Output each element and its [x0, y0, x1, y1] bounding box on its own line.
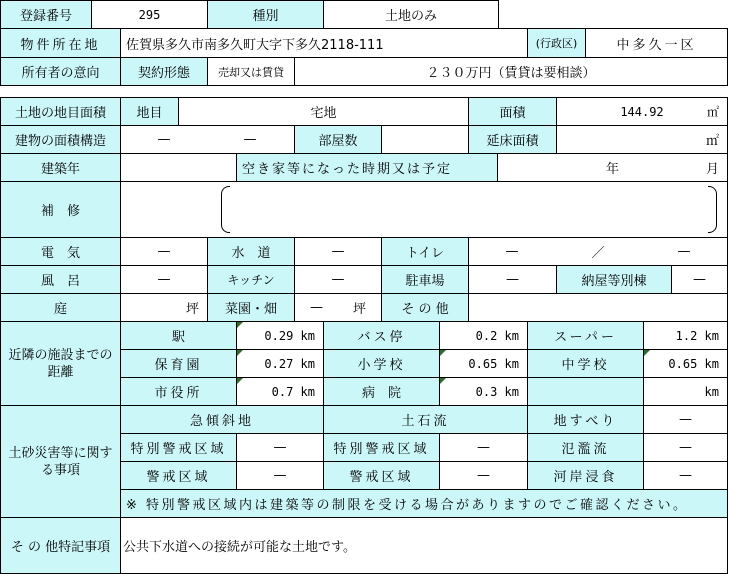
land-area-number: 144.92: [620, 104, 664, 119]
debris-special-zone-value: —: [439, 433, 528, 462]
registration-number-value: 295: [91, 0, 208, 29]
facility-nursery-label: 保育園: [120, 349, 237, 378]
owner-intent-label: 所有者の意向: [0, 57, 121, 86]
repair-label: 補 修: [0, 181, 121, 238]
left-bracket: [221, 186, 230, 233]
facility-hospital-distance: 0.3 km: [439, 377, 528, 406]
water-value: —: [294, 237, 382, 266]
facility-station-distance: 0.29 km: [236, 321, 324, 350]
floor-area-unit: ㎡: [705, 134, 719, 149]
facilities-label: 近隣の施設までの距離: [0, 321, 121, 406]
other-value: [468, 293, 728, 322]
facility-bus-stop-distance: 0.2 km: [439, 321, 528, 350]
comment-marker-icon: [644, 350, 650, 356]
comment-marker-icon: [440, 350, 446, 356]
steep-special-zone-value: —: [236, 433, 324, 462]
riverbank-erosion-label: 河岸浸食: [527, 461, 644, 490]
debris-zone-value: —: [439, 461, 528, 490]
debris-special-zone-label: 特別警戒区域: [323, 433, 440, 462]
bath-value: —: [120, 265, 208, 294]
registration-number-label: 登録番号: [0, 0, 92, 29]
vacancy-year-unit: 年: [605, 162, 619, 177]
toilet-value: [468, 237, 728, 266]
land-area-label: 土地の地目面積: [0, 97, 121, 126]
electricity-label: 電 気: [0, 237, 121, 266]
remarks-value: 公共下水道への接続が可能な土地です。: [120, 517, 728, 574]
land-area-unit: ㎡: [706, 105, 719, 119]
steep-zone-label: 警戒区域: [120, 461, 237, 490]
facility-extra-distance: km: [643, 377, 728, 406]
disaster-note: ※ 特別警戒区域内は建築等の制限を受ける場合がありますのでご確認ください。: [120, 489, 728, 518]
facility-station-label: 駅: [120, 321, 237, 350]
barn-value: —: [671, 265, 728, 294]
district-label: (行政区): [527, 28, 586, 58]
floor-area-label: 延床面積: [468, 125, 557, 154]
property-type-label: 種別: [207, 0, 324, 29]
vegetable-garden-unit: 坪: [352, 302, 366, 317]
land-area-size-value: [556, 97, 728, 126]
floor-area-value: [556, 125, 728, 154]
toilet-separator: ／: [591, 246, 605, 261]
comment-marker-icon: [237, 350, 243, 356]
toilet-label: トイレ: [381, 237, 469, 266]
steep-slope-label: 急傾斜地: [120, 405, 324, 434]
price-value: ２３０万円（賃貸は要相談）: [294, 57, 728, 86]
vegetable-garden-number: —: [309, 300, 323, 315]
remarks-label: そ の 他特記事項: [0, 517, 121, 574]
district-value: 中多久一区: [585, 28, 728, 58]
garden-label: 庭: [0, 293, 121, 322]
vacancy-period-value: [497, 153, 728, 182]
vegetable-garden-label: 菜園・畑: [207, 293, 295, 322]
facility-supermarket-distance: 1.2 km: [643, 321, 728, 350]
building-structure-label: 建物の面積構造: [0, 125, 121, 154]
debris-zone-label: 警戒区域: [323, 461, 440, 490]
land-category-label: 地目: [120, 97, 179, 126]
built-year-label: 建築年: [0, 153, 121, 182]
rooms-label: 部屋数: [294, 125, 382, 154]
facility-junior-high-distance: 0.65 km: [643, 349, 728, 378]
steep-zone-value: —: [236, 461, 324, 490]
toilet-value-1: —: [505, 244, 519, 259]
vegetable-garden-value: [294, 293, 382, 322]
parking-label: 駐車場: [381, 265, 469, 294]
other-label: そ の 他: [381, 293, 469, 322]
landslide-label: 地すべり: [527, 405, 644, 434]
kitchen-value: —: [294, 265, 382, 294]
built-year-value: [120, 153, 237, 182]
comment-marker-icon: [440, 378, 446, 384]
barn-label: 納屋等別棟: [556, 265, 672, 294]
garden-value: 坪: [120, 293, 208, 322]
right-bracket: [708, 186, 717, 233]
contract-type-value: 売却又は賃貸: [207, 57, 295, 86]
facility-city-hall-distance: 0.7 km: [236, 377, 324, 406]
flood-flow-value: —: [643, 433, 728, 462]
facility-bus-stop-label: バス停: [323, 321, 440, 350]
steep-special-zone-label: 特別警戒区域: [120, 433, 237, 462]
toilet-value-2: —: [677, 244, 691, 259]
disaster-label: 土砂災害等に関する事項: [0, 405, 121, 518]
contract-type-label: 契約形態: [120, 57, 208, 86]
land-category-value: 宅地: [178, 97, 469, 126]
facility-supermarket-label: スーパー: [527, 321, 644, 350]
facility-elementary-distance: 0.65 km: [439, 349, 528, 378]
land-area-size-label: 面積: [468, 97, 557, 126]
parking-value: —: [468, 265, 557, 294]
water-label: 水 道: [207, 237, 295, 266]
kitchen-label: キッチン: [207, 265, 295, 294]
property-location-label: 物件所在地: [0, 28, 121, 58]
facility-nursery-distance: 0.27 km: [236, 349, 324, 378]
facility-hospital-label: 病 院: [323, 377, 440, 406]
landslide-value: —: [643, 405, 728, 434]
facility-elementary-label: 小学校: [323, 349, 440, 378]
facility-junior-high-label: 中学校: [527, 349, 644, 378]
flood-flow-label: 氾濫流: [527, 433, 644, 462]
comment-marker-icon: [237, 322, 243, 328]
debris-flow-label: 土石流: [323, 405, 528, 434]
rooms-value: [381, 125, 469, 154]
facility-city-hall-label: 市役所: [120, 377, 237, 406]
vacancy-period-label: 空き家等になった時期又は予定: [236, 153, 498, 182]
property-address: 佐賀県多久市南多久町大字下多久2118-111: [120, 28, 528, 58]
facility-extra-label: [527, 377, 644, 406]
riverbank-erosion-value: —: [643, 461, 728, 490]
comment-marker-icon: [237, 378, 243, 384]
property-type-value: 土地のみ: [323, 0, 499, 29]
building-structure-value-2: —: [206, 125, 295, 154]
building-structure-value-1: —: [120, 125, 207, 154]
vacancy-month-unit: 月: [705, 162, 719, 177]
repair-value: [120, 181, 728, 238]
electricity-value: —: [120, 237, 208, 266]
bath-label: 風 呂: [0, 265, 121, 294]
